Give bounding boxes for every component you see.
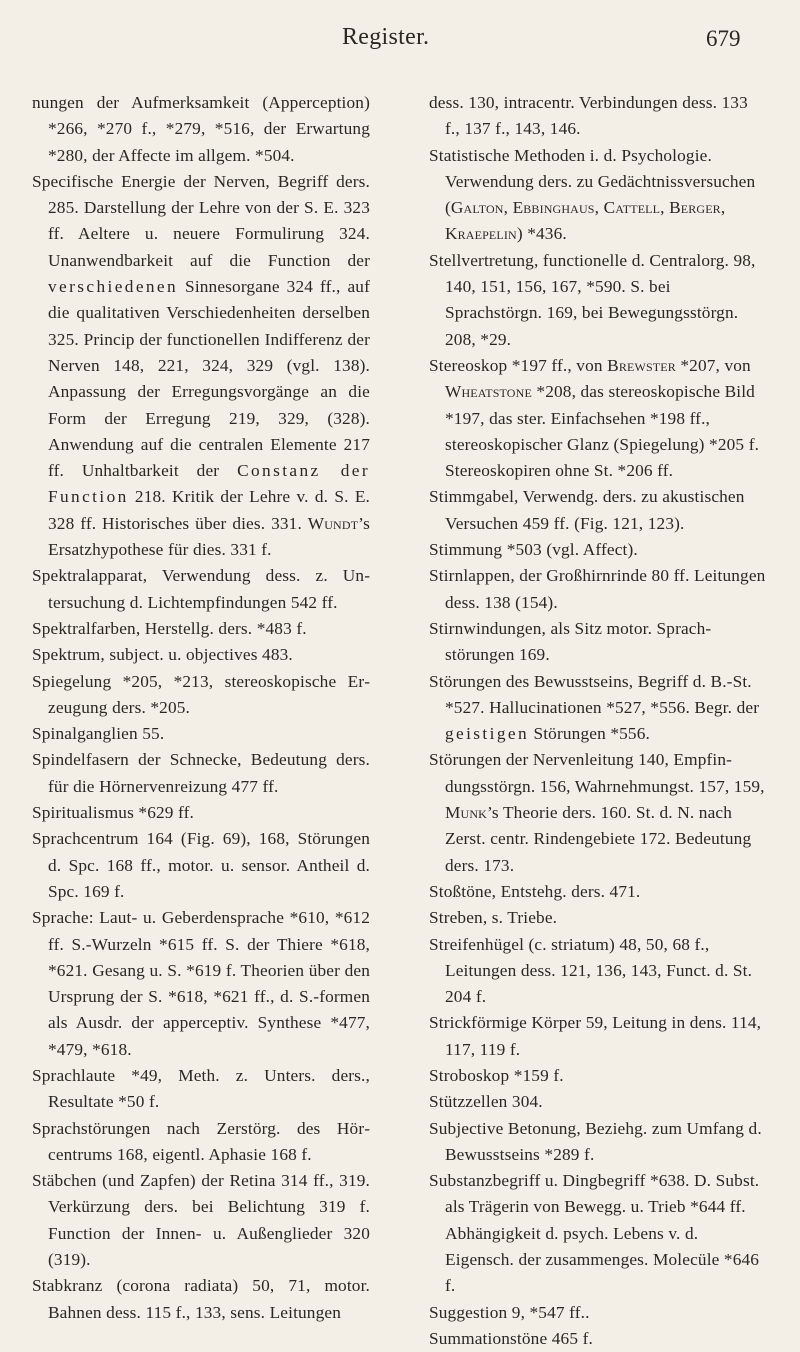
entry-text: Sprachstörungen nach Zerstörg. des Hörcentrums 168, eigentl. Aphasie 168 f. <box>32 1118 370 1164</box>
index-entry <box>429 248 767 353</box>
entry-text: Subjective Betonung, Beziehg. zum Umfang d. Bewusstseins *289 f. <box>429 1118 762 1164</box>
index-entry <box>429 1089 767 1115</box>
entry-text: Stereoskop *197 ff., von <box>429 355 608 375</box>
entry-text: Sprachcentrum 164 (Fig. 69), 168, Störungen d. Spc. 168 ff., motor. u. sensor. Antheil d. Spc. 169 f. <box>32 829 370 901</box>
index-entry <box>429 1300 767 1326</box>
entry-text: Wheatstone <box>445 382 532 402</box>
entry-text: Statistische Methoden i. d. Psychologie. Verwendung ders. zu Gedächtnissversuchen ( <box>429 145 756 218</box>
index-entry <box>32 616 370 642</box>
entry-text: Spiegelung *205, *213, stereoskopische Erzeugung ders. *205. <box>32 671 370 717</box>
entry-text: 218. Kritik der Lehre v. d. S. E. 328 ff. Historisches über dies. 331. <box>48 487 370 533</box>
entry-text: Specifische Energie der Nerven, Begriff ders. 285. Darstellung der Lehre von der S. E. 323 ff. Aeltere u. neuere Formulirung 324. Unanwendbarkeit auf die Function der <box>32 171 370 270</box>
entry-text: Munk <box>445 803 487 823</box>
entry-text: Spiritualismus *629 ff. <box>32 803 195 823</box>
entry-text: Stirnwindungen, als Sitz motor. Sprachstörungen 169. <box>429 618 712 665</box>
entry-text: nungen der Aufmerksamkeit (Apperception) *266, *270 f., *279, *516, der Erwartung *280, der Affecte im allgem. *504. <box>32 93 370 165</box>
entry-text: Stützzellen 304. <box>429 1092 543 1112</box>
entry-text: Sprache: Laut- u. Geberdensprache *610, *612 ff. S.-Wurzeln *615 ff. S. der Thiere *618, *621. Gesang u. S. *619 f. Theorien über den Ursprung der S. *618, *621 ff., d. S.-formen als Ausdr. der apperceptiv. Synthese *477, *479, *618. <box>32 908 370 1059</box>
entry-text: Spindelfasern der Schnecke, Bedeutung ders. für die Hörnervenreizung 477 ff. <box>32 750 370 796</box>
index-entry <box>32 642 370 668</box>
index-entry <box>32 1273 370 1326</box>
entry-text: ’s Ersatzhypothese für dies. 331 f. <box>48 513 370 560</box>
entry-text: Spinalganglien 55. <box>32 724 165 744</box>
entry-text: ’s Theorie ders. 160. St. d. N. nach Zerst. centr. Rindengebiete 172. Bedeutung ders. 173. <box>445 803 752 875</box>
entry-text: geistigen <box>445 724 529 744</box>
index-entry <box>429 563 767 616</box>
index-entry <box>429 1063 767 1089</box>
entry-text: Summationstöne 465 f. <box>429 1328 593 1348</box>
index-entry <box>429 484 767 537</box>
entry-text: verschiedenen <box>48 277 179 297</box>
index-entry <box>429 90 767 143</box>
index-entry <box>429 905 767 931</box>
index-entry <box>429 616 767 669</box>
index-entry <box>429 669 767 748</box>
entry-text: Sinnesorgane 324 ff., auf die qualitativen Verschiedenheiten derselben 325. Princip der functionellen Indifferenz der Nerven 148, 221, 324, 329 (vgl. 138). Anpassung der Erregungsvorgänge an die Form der Erregung 219, 329, (328). Anwendung auf die centralen Elemente 217 ff. Unhaltbarkeit der <box>48 277 370 481</box>
entry-text: Stäbchen (und Zapfen) der Retina 314 ff., 319. Verkürzung ders. bei Belichtung 319 f. Function der Innen- u. Außenglieder 320 (319). <box>32 1171 370 1270</box>
page-header <box>0 24 800 64</box>
entry-text: Störungen des Bewusstseins, Begriff d. B.-St. *527. Hallucinationen *527, *556. Begr. der <box>429 671 760 717</box>
entry-text: Galton, Ebbinghaus, Cattell, Berger, Kraepelin <box>445 198 726 244</box>
entry-text: Strickförmige Körper 59, Leitung in dens. 114, 117, 119 f. <box>429 1013 762 1059</box>
index-entry <box>32 826 370 905</box>
entry-text: dess. 130, intracentr. Verbindungen dess. 133 f., 137 f., 143, 146. <box>429 93 748 139</box>
page-number: 679 <box>706 26 741 51</box>
entry-text: Streifenhügel (c. striatum) 48, 50, 68 f., Leitungen dess. 121, 136, 143, Funct. d. St. 204 f. <box>429 934 753 1007</box>
entry-text: Stimmgabel, Verwendg. ders. zu akustischen Versuchen 459 ff. (Fig. 121, 123). <box>429 487 745 533</box>
running-head: Register. <box>342 24 430 50</box>
index-entry <box>429 747 767 878</box>
index-entry <box>429 1010 767 1063</box>
index-entry <box>429 932 767 1011</box>
entry-text: Stroboskop *159 f. <box>429 1065 564 1085</box>
index-entry <box>32 563 370 616</box>
entry-text: Substanzbegriff u. Dingbegriff *638. D. Subst. als Trägerin von Bewegg. u. Trieb *644 ff. Abhängigkeit d. psych. Lebens v. d. Eigensch. der zusammenges. Molecüle *646 f. <box>429 1171 760 1296</box>
index-entry <box>429 879 767 905</box>
index-entry <box>429 537 767 563</box>
entry-text: *207, von <box>675 355 751 375</box>
index-column-left <box>32 90 370 1326</box>
entry-text: Brewster <box>607 355 676 375</box>
index-entry <box>32 90 370 169</box>
entry-text: Sprachlaute *49, Meth. z. Unters. ders., Resultate *50 f. <box>32 1065 370 1112</box>
index-entry <box>32 1116 370 1169</box>
entry-text: Stimmung *503 (vgl. Affect). <box>429 540 638 560</box>
index-entry <box>429 1168 767 1299</box>
entry-text: Constanz der Function <box>48 461 370 507</box>
index-entry <box>429 1116 767 1169</box>
entry-text: Stirnlappen, der Großhirnrinde 80 ff. Leitungen dess. 138 (154). <box>429 566 766 612</box>
entry-text: Spektrum, subject. u. objectives 483. <box>32 645 293 665</box>
index-entry <box>429 353 767 484</box>
index-entry <box>429 1326 767 1352</box>
index-entry <box>32 169 370 563</box>
entry-text: Streben, s. Triebe. <box>429 908 558 928</box>
entry-text: ) *436. <box>516 224 567 244</box>
index-entry <box>32 905 370 1063</box>
entry-text: Störungen *556. <box>529 724 650 744</box>
entry-text: Suggestion 9, *547 ff.. <box>429 1302 590 1322</box>
entry-text: Störungen der Nervenleitung 140, Empfindungsstörgn. 156, Wahrnehmungst. 157, 159, <box>429 750 765 796</box>
index-entry <box>32 721 370 747</box>
index-entry <box>32 669 370 722</box>
index-entry <box>32 800 370 826</box>
entry-text: Spektralfarben, Herstellg. ders. *483 f. <box>32 618 307 638</box>
index-column-right <box>429 90 767 1352</box>
index-entry <box>32 1063 370 1116</box>
entry-text: Wundt <box>307 513 359 533</box>
entry-text: *208, das stereoskopische Bild *197, das ster. Einfachsehen *198 ff., stereoskopischer Glanz (Spiegelung) *205 f. Stereoskopiren ohne St. *206 ff. <box>445 382 760 481</box>
entry-text: Stoßtöne, Entstehg. ders. 471. <box>429 881 641 901</box>
entry-text: Stabkranz (corona radiata) 50, 71, motor. Bahnen dess. 115 f., 133, sens. Leitungen <box>32 1276 370 1322</box>
index-entry <box>429 143 767 248</box>
entry-text: Stellvertretung, functionelle d. Centralorg. 98, 140, 151, 156, 167, *590. S. bei Sprachstörgn. 169, bei Bewegungsstörgn. 208, *29. <box>429 250 756 349</box>
index-entry <box>32 1168 370 1273</box>
entry-text: Spektralapparat, Verwendung dess. z. Untersuchung d. Lichtempfindungen 542 ff. <box>32 566 370 612</box>
index-entry <box>32 747 370 800</box>
